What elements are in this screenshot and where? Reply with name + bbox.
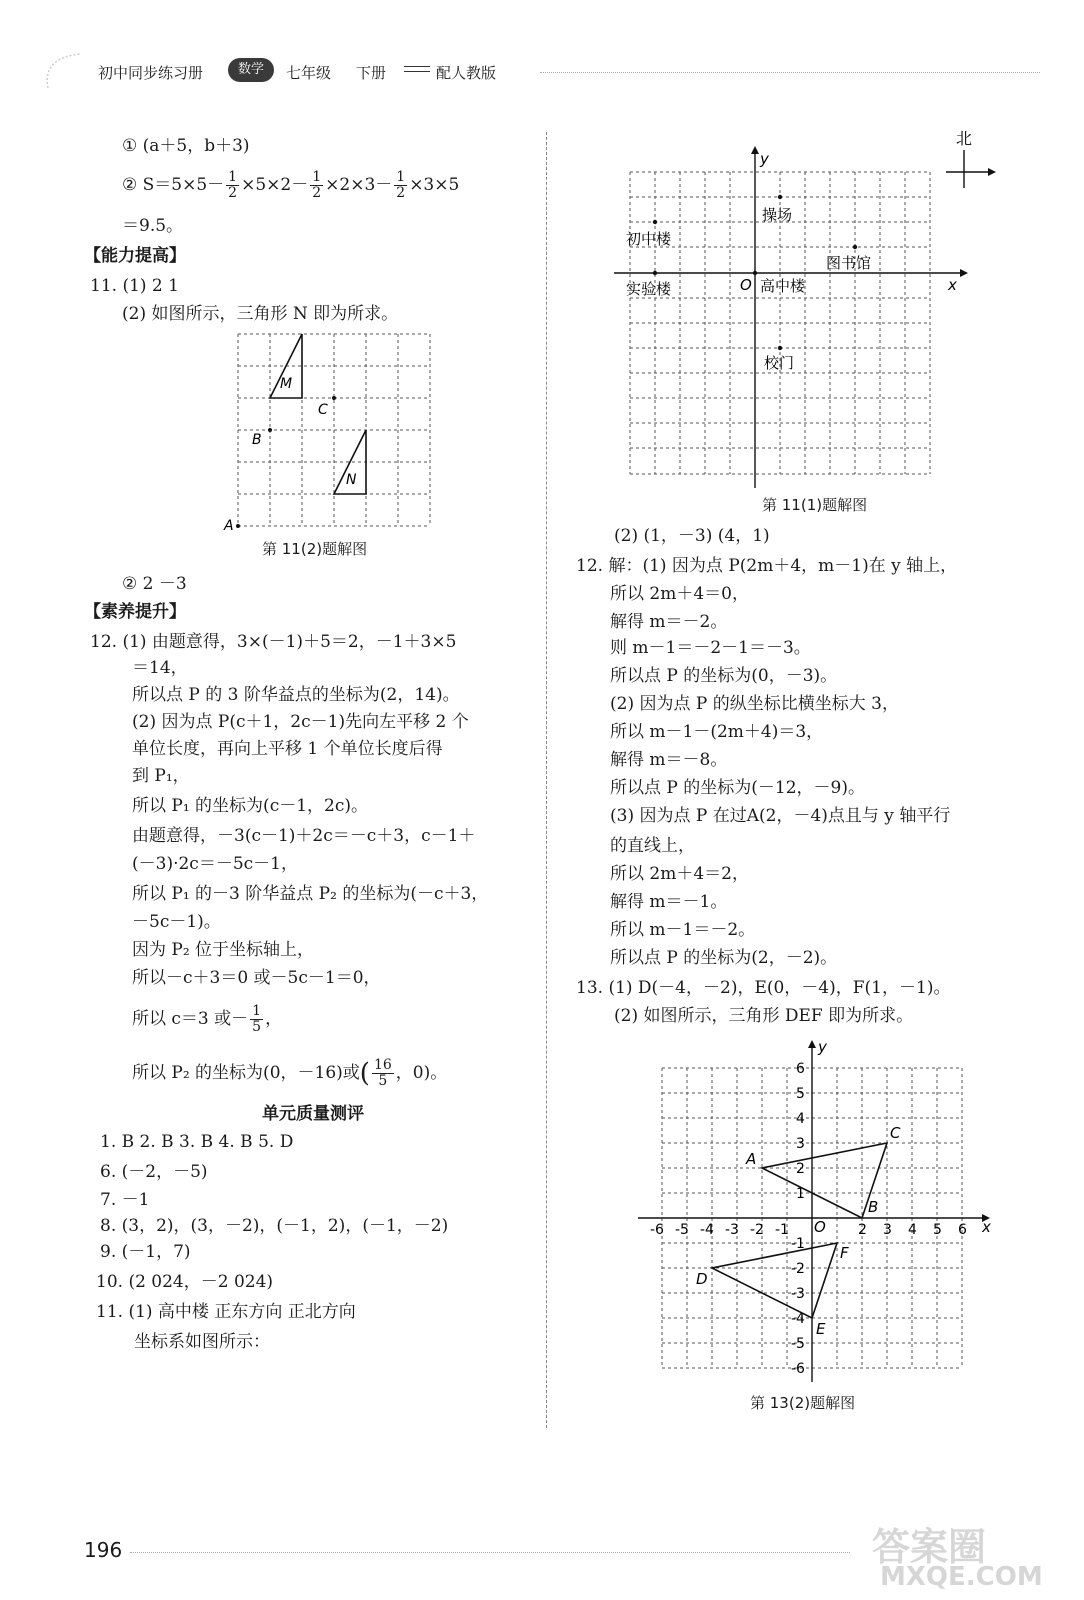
- north-arrow-head: [988, 168, 996, 176]
- lab-building-point: [653, 271, 657, 275]
- footer-dotted-rule: [130, 1552, 850, 1553]
- x-tick-labels: [650, 1222, 967, 1238]
- answer-line: (2) 如图所示，三角形 DEF 即为所求。: [614, 1006, 914, 1026]
- label-a: A: [224, 518, 234, 534]
- senior-building-point: [753, 271, 757, 275]
- answer-line: 所以点 P 的坐标为(2，－2)。: [610, 948, 838, 968]
- figure-caption: 第 13(2)题解图: [750, 1394, 856, 1412]
- figure-caption: 第 11(2)题解图: [262, 540, 368, 558]
- column-divider: [546, 132, 547, 1428]
- y-tick: 2: [796, 1161, 805, 1177]
- grid-lines: [238, 334, 430, 526]
- answer-line: (－3)·2c＝－5c－1，: [132, 854, 298, 874]
- watermark-logo: 答案圈: [872, 1525, 987, 1569]
- answer-line: 所以 m－1－(2m＋4)＝3，: [610, 722, 824, 742]
- answer-line: 所以点 P 的 3 阶华益点的坐标为(2，14)。: [132, 685, 460, 705]
- label-c: C: [318, 402, 328, 418]
- answer-line: －5c－1)。: [132, 912, 221, 932]
- junior-building-label: 初中楼: [626, 230, 672, 248]
- answer-line: 1. B 2. B 3. B 4. B 5. D: [100, 1132, 294, 1152]
- point-b: [268, 428, 272, 432]
- senior-building-label: 高中楼: [760, 277, 806, 295]
- label-b: B: [868, 1198, 879, 1216]
- point-c: [332, 396, 336, 400]
- label-m: M: [280, 376, 293, 392]
- lab-building-label: 实验楼: [626, 280, 672, 298]
- answer-line: 所以 m－1＝－2。: [610, 920, 756, 940]
- y-tick: -4: [791, 1311, 805, 1327]
- y-tick: -2: [791, 1261, 805, 1277]
- answer-line: 9. (－1，7): [100, 1242, 191, 1262]
- section-heading: 【素养提升】: [84, 602, 186, 622]
- answer-line: 12. (1) 由题意得，3×(－1)＋5＝2，－1＋3×5: [90, 632, 457, 652]
- origin-label: O: [814, 1218, 826, 1236]
- answer-line: ＝9.5。: [122, 216, 184, 236]
- junior-building-point: [653, 220, 657, 224]
- x-tick: -6: [650, 1222, 664, 1238]
- x-tick: -5: [675, 1222, 689, 1238]
- answer-line-c: 所以 c＝3 或－ $\frac{1}{5}$ ，: [132, 1003, 283, 1035]
- answer-line: 所以 P₁ 的－3 阶华益点 P₂ 的坐标为(－c＋3，: [132, 884, 489, 904]
- header-dotted-rule: [540, 72, 1040, 73]
- area-formula: ② S＝5×5－ $\frac{1}{2}$ ×5×2－ $\frac{1}{2}$ ×2×3－ $\frac{1}{2}$ ×3×5: [122, 169, 460, 201]
- label-b: B: [252, 432, 262, 448]
- y-tick: -6: [791, 1361, 805, 1377]
- gate-point: [778, 346, 782, 350]
- answer-line: (2) 因为点 P(c＋1，2c－1)先向左平移 2 个: [132, 712, 469, 732]
- answer-line: 11. (1) 高中楼 正东方向 正北方向: [96, 1302, 356, 1322]
- answer-line: 13. (1) D(－4，－2)，E(0，－4)，F(1，－1)。: [576, 978, 951, 998]
- answer-line: 解得 m＝－2。: [610, 612, 728, 632]
- origin-label: O: [740, 276, 752, 294]
- answer-line: 12. 解：(1) 因为点 P(2m＋4，m－1)在 y 轴上，: [576, 556, 958, 576]
- x-tick: 4: [908, 1222, 917, 1238]
- x-axis-arrow: [960, 269, 968, 277]
- y-tick: 1: [796, 1186, 805, 1202]
- figure-caption: 第 11(1)题解图: [762, 496, 868, 514]
- answer-line: 解得 m＝－1。: [610, 892, 728, 912]
- answer-line: 所以点 P 的坐标为(－12，－9)。: [610, 778, 865, 798]
- playground-point: [778, 195, 782, 199]
- x-tick: -3: [725, 1222, 739, 1238]
- y-tick: 3: [796, 1136, 805, 1152]
- x-label: x: [948, 276, 957, 294]
- answer-line: 11. (1) 2 1: [90, 276, 179, 296]
- answer-line: 因为 P₂ 位于坐标轴上，: [132, 940, 315, 960]
- answer-line: 解得 m＝－8。: [610, 750, 728, 770]
- answer-line: (3) 因为点 P 在过A(2，－4)点且与 y 轴平行: [610, 806, 951, 826]
- grade-label: 七年级: [286, 64, 332, 82]
- answer-line: 6. (－2，－5): [100, 1162, 208, 1182]
- gate-label: 校门: [764, 354, 795, 372]
- x-tick: -4: [700, 1222, 714, 1238]
- x-tick: 2: [858, 1222, 867, 1238]
- section-heading: 【能力提高】: [84, 246, 186, 266]
- answer-line: (2) 因为点 P 的纵坐标比横坐标大 3，: [610, 694, 899, 714]
- answer-line: ＝14，: [132, 658, 188, 678]
- x-tick: 5: [933, 1222, 942, 1238]
- page-number: 196: [84, 1538, 123, 1562]
- x-tick: -2: [750, 1222, 764, 1238]
- answer-line: (2) (1，－3) (4，1): [614, 526, 770, 546]
- answer-line: 所以 P₁ 的坐标为(c－1，2c)。: [132, 796, 368, 816]
- answer-line: (2) 如图所示，三角形 N 即为所求。: [122, 304, 399, 324]
- header-double-rule: [404, 66, 430, 72]
- section-title: 单元质量测评: [262, 1104, 364, 1124]
- y-label: y: [760, 150, 769, 168]
- subject-badge: 数学: [228, 58, 274, 82]
- answer-line: ② 2 －3: [122, 574, 187, 594]
- y-tick: 5: [796, 1086, 805, 1102]
- label-n: N: [346, 472, 357, 488]
- answer-line: 由题意得，－3(c－1)＋2c＝－c＋3，c－1＋: [132, 826, 476, 846]
- figure-13-2-coordinate-plane: [632, 1032, 1012, 1392]
- header-swirl-decoration: [40, 48, 100, 98]
- answer-line-p2: 所以 P₂ 的坐标为(0，－16)或( $\frac{16}{5}$ ，0)。: [132, 1057, 448, 1089]
- label-d: D: [696, 1270, 708, 1288]
- y-tick: -5: [791, 1336, 805, 1352]
- label-f: F: [840, 1244, 849, 1262]
- book-title: 初中同步练习册: [98, 64, 204, 82]
- library-label: 图书馆: [826, 254, 872, 272]
- answer-line: 则 m－1＝－2－1＝－3。: [610, 638, 811, 658]
- figure-11-2: [222, 326, 438, 534]
- y-tick: -1: [791, 1236, 805, 1252]
- x-tick: 6: [958, 1222, 967, 1238]
- answer-line: 坐标系如图所示：: [134, 1332, 270, 1352]
- answer-line: 10. (2 024，－2 024): [96, 1272, 274, 1292]
- answer-line: 8. (3，2)，(3，－2)，(－1，2)，(－1，－2): [100, 1216, 449, 1236]
- y-label: y: [818, 1038, 827, 1056]
- y-tick: 6: [796, 1061, 805, 1077]
- watermark-url: MXQE.COM: [880, 1562, 1043, 1592]
- y-tick: 4: [796, 1111, 805, 1127]
- volume-label: 下册: [356, 64, 387, 82]
- label-a: A: [746, 1150, 757, 1168]
- answer-line: 所以 2m＋4＝0，: [610, 584, 749, 604]
- answer-line: 所以－c＋3＝0 或－5c－1＝0，: [132, 968, 381, 988]
- north-label: 北: [956, 129, 973, 148]
- point-a: [236, 524, 240, 528]
- x-label: x: [982, 1218, 991, 1236]
- answer-line: ① (a＋5，b＋3): [122, 136, 250, 156]
- label-c: C: [890, 1124, 901, 1142]
- y-axis-arrow: [751, 146, 759, 154]
- playground-label: 操场: [762, 206, 793, 224]
- y-tick-labels: [791, 1061, 805, 1377]
- answer-line: 单位长度，再向上平移 1 个单位长度后得: [132, 739, 443, 759]
- answer-line: 所以点 P 的坐标为(0，－3)。: [610, 666, 838, 686]
- edition-label: 配人教版: [436, 64, 497, 82]
- library-point: [853, 245, 857, 249]
- figure-11-1-map: [610, 128, 1010, 490]
- answer-line: 7. －1: [100, 1190, 150, 1210]
- answer-line: 所以 2m＋4＝2，: [610, 864, 749, 884]
- label-e: E: [816, 1320, 826, 1338]
- triangle-def: [712, 1243, 837, 1318]
- y-axis-arrow: [808, 1040, 816, 1048]
- answer-line: 到 P₁，: [132, 766, 190, 786]
- x-tick: 3: [883, 1222, 892, 1238]
- answer-line: 的直线上，: [610, 836, 695, 856]
- x-tick: -1: [775, 1222, 789, 1238]
- y-tick: -3: [791, 1286, 805, 1302]
